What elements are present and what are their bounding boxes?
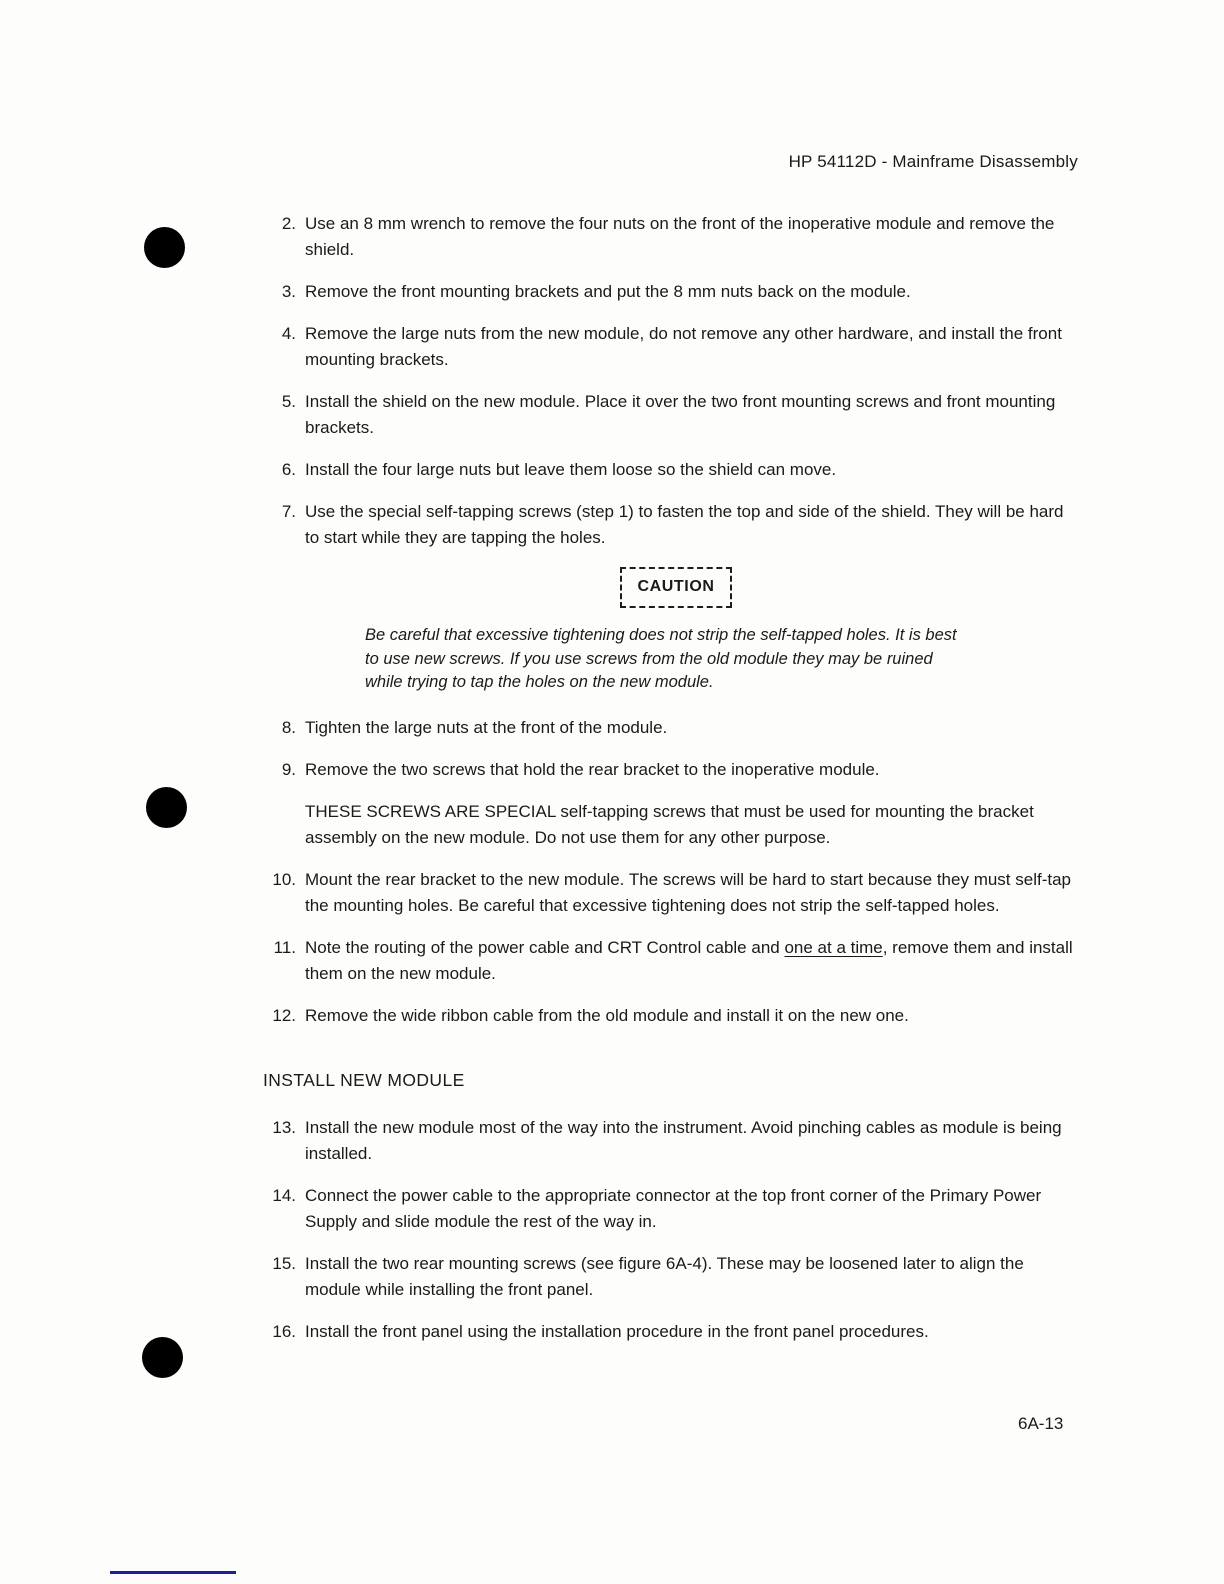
step-text: Install the four large nuts but leave them loose so the shield can move. — [305, 460, 837, 479]
step-item-8 — [265, 715, 1087, 741]
step-text: Install the shield on the new module. Place it over the two front mounting screws and front mounting brackets. — [305, 392, 1056, 437]
step-number: 7. — [281, 502, 296, 521]
step-number: 8. — [281, 717, 296, 737]
step-item-2 — [265, 211, 1087, 263]
step-text: Remove the two screws that hold the rear bracket to the inoperative module. — [305, 759, 880, 779]
step-item-6 — [265, 457, 1087, 483]
step-text: Remove the front mounting brackets and put the 8 mm nuts back on the module. — [305, 282, 911, 301]
punch-hole-dot — [142, 1337, 183, 1378]
caution-box: CAUTION — [620, 567, 731, 608]
step-text-after: , remove them and install them on the new module. — [305, 937, 1073, 983]
caution-text: Be careful that excessive tightening does not strip the self-tapped holes. It is best to use new screws. If you use screws from the old module they may be ruined while trying to tap the holes on the new module. — [365, 626, 957, 691]
step-text: Mount the rear bracket to the new module. The screws will be hard to start because they must self-tap the mounting holes. Be careful that excessive tightening does not strip the self-tapped holes. — [305, 869, 1072, 915]
step-number: 14. — [272, 1185, 296, 1205]
step-number: 6. — [281, 460, 296, 479]
step-number: 3. — [281, 282, 296, 301]
step-number: 5. — [281, 392, 296, 411]
step-number: 15. — [272, 1253, 296, 1273]
step-number: 12. — [272, 1005, 296, 1025]
step-item-9 — [265, 757, 1087, 783]
step-text: Install the two rear mounting screws (see figure 6A-4). These may be loosened later to align the module while installing the front panel. — [305, 1253, 1024, 1299]
step-item-12 — [265, 1003, 1087, 1029]
step-number: 10. — [272, 869, 296, 889]
step-text: Install the front panel using the installation procedure in the front panel procedures. — [305, 1321, 929, 1341]
step-text: Connect the power cable to the appropriate connector at the top front corner of the Primary Power Supply and slide module the rest of the way in. — [305, 1185, 1042, 1231]
step-item-13 — [265, 1115, 1087, 1167]
punch-hole-dot — [146, 787, 187, 828]
step-item-3 — [265, 279, 1087, 305]
step-text: Use the special self-tapping screws (step 1) to fasten the top and side of the shield. They will be hard to start while they are tapping the holes. — [305, 502, 1064, 547]
step-text: Remove the large nuts from the new module, do not remove any other hardware, and install the front mounting brackets. — [305, 324, 1062, 369]
step-item-4 — [265, 321, 1087, 373]
step-item-7 — [265, 499, 1087, 551]
page-content — [265, 211, 1087, 1361]
step-number: 16. — [272, 1321, 296, 1341]
step-item-15 — [265, 1251, 1087, 1303]
step-text: Remove the wide ribbon cable from the old module and install it on the new one. — [305, 1005, 909, 1025]
step-item-16 — [265, 1319, 1087, 1345]
footer-accent-line — [110, 1571, 236, 1574]
step-text — [305, 935, 1077, 987]
step-text: Tighten the large nuts at the front of the module. — [305, 717, 668, 737]
step-number: 13. — [272, 1117, 296, 1137]
step-item-10 — [265, 867, 1087, 919]
step-number: 2. — [281, 214, 296, 233]
step-9-note: THESE SCREWS ARE SPECIAL self-tapping screws that must be used for mounting the bracket assembly on the new module. Do not use them for any other purpose. — [305, 801, 1034, 847]
step-text-before: Note the routing of the power cable and CRT Control cable and — [305, 937, 785, 957]
page-number: 6A-13 — [1018, 1414, 1064, 1433]
step-item-11 — [265, 935, 1087, 987]
step-number: 9. — [281, 759, 296, 779]
step-item-14 — [265, 1183, 1087, 1235]
step-number: 11. — [273, 937, 296, 957]
step-text-underlined: one at a time — [784, 937, 883, 957]
page-header: HP 54112D - Mainframe Disassembly — [788, 152, 1078, 171]
step-number: 4. — [281, 324, 296, 343]
step-item-5 — [265, 389, 1087, 441]
step-text: Use an 8 mm wrench to remove the four nuts on the front of the inoperative module and remove the shield. — [305, 214, 1055, 259]
caution-box-wrap — [265, 567, 1087, 608]
step-text: Install the new module most of the way into the instrument. Avoid pinching cables as module is being installed. — [305, 1117, 1062, 1163]
punch-hole-dot — [144, 227, 185, 268]
section-heading: INSTALL NEW MODULE — [263, 1069, 465, 1090]
